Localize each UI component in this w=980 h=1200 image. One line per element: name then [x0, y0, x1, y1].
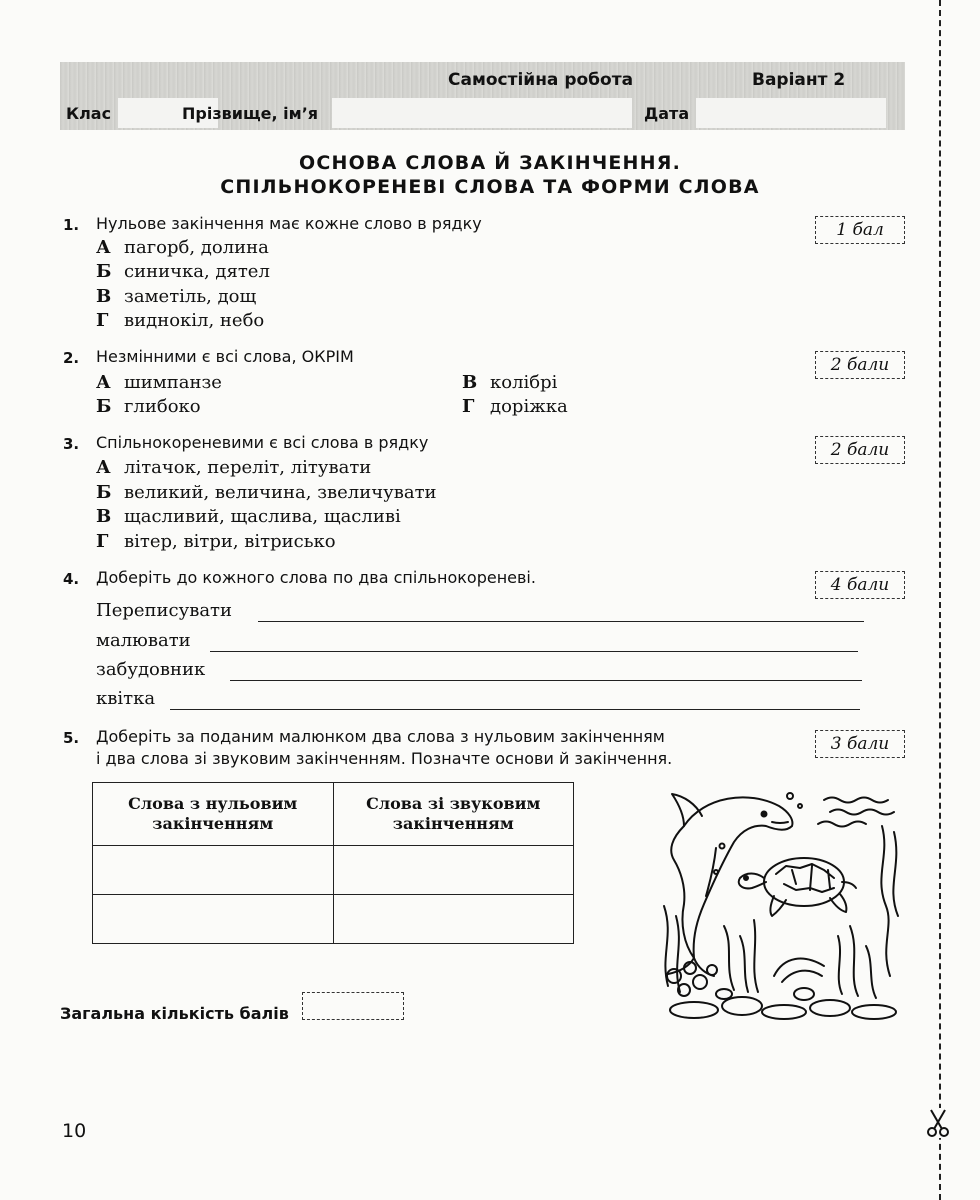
- header-line: закінченням: [152, 814, 274, 833]
- question-4-score: 4 бали: [815, 571, 905, 599]
- answer-cell[interactable]: [93, 846, 334, 895]
- question-3-number: 3.: [63, 435, 80, 453]
- word-label: квітка: [96, 688, 156, 709]
- answer-rule: [210, 651, 858, 652]
- total-score-label: Загальна кількість балів: [60, 1004, 289, 1023]
- variant-label: Варіант 2: [752, 70, 846, 90]
- page-title-line1: ОСНОВА СЛОВА Й ЗАКІНЧЕННЯ.: [298, 152, 682, 174]
- page-number: 10: [62, 1120, 87, 1142]
- option-letter: Г: [96, 531, 109, 552]
- q3-option-a[interactable]: [96, 457, 371, 478]
- question-1-score: 1 бал: [815, 216, 905, 244]
- q2-option-h[interactable]: [462, 396, 568, 417]
- answer-rule: [258, 621, 864, 622]
- q3-option-b[interactable]: [96, 482, 437, 503]
- name-field[interactable]: [332, 98, 632, 128]
- option-text: глибоко: [124, 396, 201, 417]
- sea-illustration: [654, 786, 912, 1022]
- answer-rule: [170, 709, 860, 710]
- question-5-text-line1: Доберіть за поданим малюнком два слова з нульовим закінченням: [96, 727, 665, 746]
- question-4-number: 4.: [63, 570, 80, 588]
- scissors-icon: [923, 1108, 953, 1138]
- header-line: Слова з нульовим: [128, 794, 298, 813]
- question-2-score: 2 бали: [815, 351, 905, 379]
- word-line-4[interactable]: [96, 688, 866, 714]
- q1-option-b[interactable]: [96, 261, 270, 282]
- question-3-text: Спільнокореневими є всі слова в рядку: [96, 433, 429, 452]
- header-line: закінченням: [392, 814, 514, 833]
- q1-option-a[interactable]: [96, 237, 269, 258]
- option-letter: В: [462, 372, 478, 393]
- q3-option-v[interactable]: [96, 506, 401, 527]
- option-letter: Г: [462, 396, 475, 417]
- option-letter: Б: [96, 261, 112, 282]
- option-text: вітер, вітри, вітрисько: [124, 531, 336, 552]
- header-line: Слова зі звуковим: [366, 794, 541, 813]
- option-text: великий, величина, звеличувати: [124, 482, 437, 503]
- option-letter: А: [96, 372, 111, 393]
- word-label: малювати: [96, 630, 191, 651]
- word-line-1[interactable]: [96, 600, 866, 626]
- table-row: [93, 846, 574, 895]
- question-5-score: 3 бали: [815, 730, 905, 758]
- option-text: шимпанзе: [124, 372, 222, 393]
- option-text: синичка, дятел: [124, 261, 270, 282]
- option-letter: Б: [96, 482, 112, 503]
- q2-option-v[interactable]: [462, 372, 557, 393]
- question-5-number: 5.: [63, 729, 80, 747]
- answer-cell[interactable]: [333, 846, 574, 895]
- word-line-2[interactable]: [96, 630, 866, 656]
- answer-table: [92, 782, 574, 944]
- work-title: Самостійна робота: [448, 70, 634, 90]
- option-text: виднокіл, небо: [124, 310, 265, 331]
- column-header-zero-ending: [93, 783, 334, 846]
- date-field[interactable]: [696, 98, 886, 128]
- total-score-field[interactable]: [302, 992, 404, 1020]
- answer-rule: [230, 680, 862, 681]
- question-2-number: 2.: [63, 349, 80, 367]
- option-letter: В: [96, 506, 112, 527]
- option-text: пагорб, долина: [124, 237, 269, 258]
- question-4-text: Доберіть до кожного слова по два спільнокореневі.: [96, 568, 536, 587]
- word-label: Переписувати: [96, 600, 233, 621]
- option-text: щасливий, щаслива, щасливі: [124, 506, 401, 527]
- option-letter: А: [96, 237, 111, 258]
- q3-option-h[interactable]: [96, 531, 336, 552]
- word-label: забудовник: [96, 659, 206, 680]
- column-header-sound-ending: [333, 783, 574, 846]
- word-line-3[interactable]: [96, 659, 866, 685]
- answer-cell[interactable]: [93, 895, 334, 944]
- question-2-text: Незмінними є всі слова, ОКРІМ: [96, 347, 354, 366]
- option-text: заметіль, дощ: [124, 286, 257, 307]
- option-text: літачок, переліт, літувати: [124, 457, 372, 478]
- option-text: доріжка: [490, 396, 568, 417]
- class-label: Клас: [66, 104, 112, 123]
- option-letter: А: [96, 457, 111, 478]
- option-letter: Б: [96, 396, 112, 417]
- page-title-line2: СПІЛЬНОКОРЕНЕВІ СЛОВА ТА ФОРМИ СЛОВА: [220, 176, 760, 198]
- q2-option-b[interactable]: [96, 396, 201, 417]
- header-band: [60, 62, 905, 130]
- cut-line: [939, 0, 941, 1200]
- option-text: колібрі: [490, 372, 558, 393]
- table-row: [93, 895, 574, 944]
- option-letter: Г: [96, 310, 109, 331]
- question-3-score: 2 бали: [815, 436, 905, 464]
- table-header-row: [93, 783, 574, 846]
- name-label: Прізвище, ім’я: [182, 104, 319, 123]
- date-label: Дата: [644, 104, 690, 123]
- q2-option-a[interactable]: [96, 372, 222, 393]
- question-1-number: 1.: [63, 216, 80, 234]
- option-letter: В: [96, 286, 112, 307]
- question-5-text-line2: і два слова зі звуковим закінченням. Позначте основи й закінчення.: [96, 749, 673, 768]
- q1-option-v[interactable]: [96, 286, 256, 307]
- question-1-text: Нульове закінчення має кожне слово в рядку: [96, 214, 482, 233]
- q1-option-h[interactable]: [96, 310, 264, 331]
- answer-cell[interactable]: [333, 895, 574, 944]
